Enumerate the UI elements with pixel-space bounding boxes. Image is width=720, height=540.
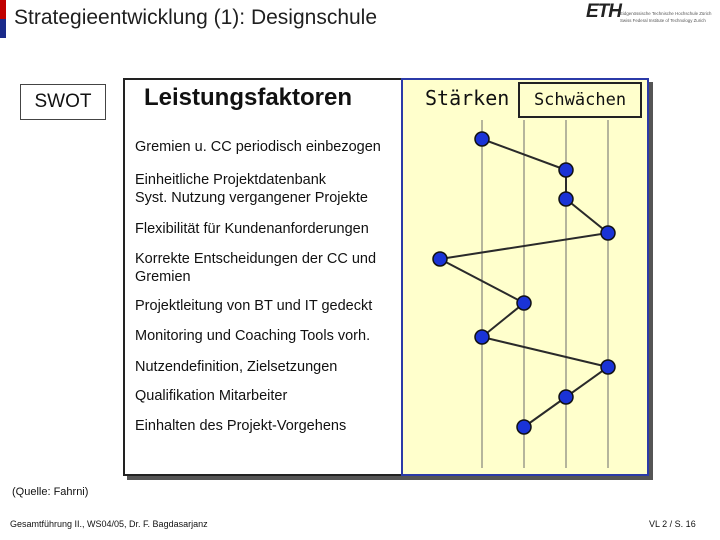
weaknesses-label: Schwächen	[533, 90, 627, 110]
factor-label: Projektleitung von BT und IT gedeckt	[135, 298, 373, 314]
rating-point	[475, 330, 489, 344]
factor-label-continued: Gremien	[135, 269, 191, 285]
swot-label: SWOT	[34, 91, 92, 112]
footer-course: Gesamtführung II., WS04/05, Dr. F. Bagdasarjanz	[10, 519, 208, 529]
eth-logo-line-2: Swiss Federal Institute of Technology Zurich	[620, 18, 706, 23]
factor-label: Monitoring und Coaching Tools vorh.	[135, 328, 371, 344]
factor-label: Gremien u. CC periodisch einbezogen	[135, 139, 381, 155]
factor-label: Einheitliche Projektdatenbank	[135, 172, 327, 188]
rating-point	[517, 296, 531, 310]
source-note: (Quelle: Fahrni)	[12, 486, 89, 498]
rating-point	[475, 132, 489, 146]
rating-point	[601, 226, 615, 240]
strengths-header: Stärken	[425, 86, 510, 110]
rating-point	[559, 192, 573, 206]
rating-point	[433, 252, 447, 266]
rating-point	[559, 163, 573, 177]
footer-page-number: VL 2 / S. 16	[649, 519, 696, 529]
factor-label: Syst. Nutzung vergangener Projekte	[135, 190, 368, 206]
factor-label: Nutzendefinition, Zielsetzungen	[135, 359, 338, 375]
rating-point	[601, 360, 615, 374]
rating-point	[517, 420, 531, 434]
factor-label: Einhalten des Projekt-Vorgehens	[135, 418, 347, 434]
factor-label: Qualifikation Mitarbeiter	[135, 388, 288, 404]
factor-panel-title: Leistungsfaktoren	[144, 84, 353, 111]
factor-label: Flexibilität für Kundenanforderungen	[135, 221, 369, 237]
eth-wordmark: ETH	[586, 1, 621, 22]
eth-logo-line-1: Eidgenössische Technische Hochschule Zürich	[620, 11, 712, 16]
factor-label: Korrekte Entscheidungen der CC und	[135, 251, 377, 267]
slide-title: Strategieentwicklung (1): Designschule	[14, 6, 378, 29]
rating-point	[559, 390, 573, 404]
